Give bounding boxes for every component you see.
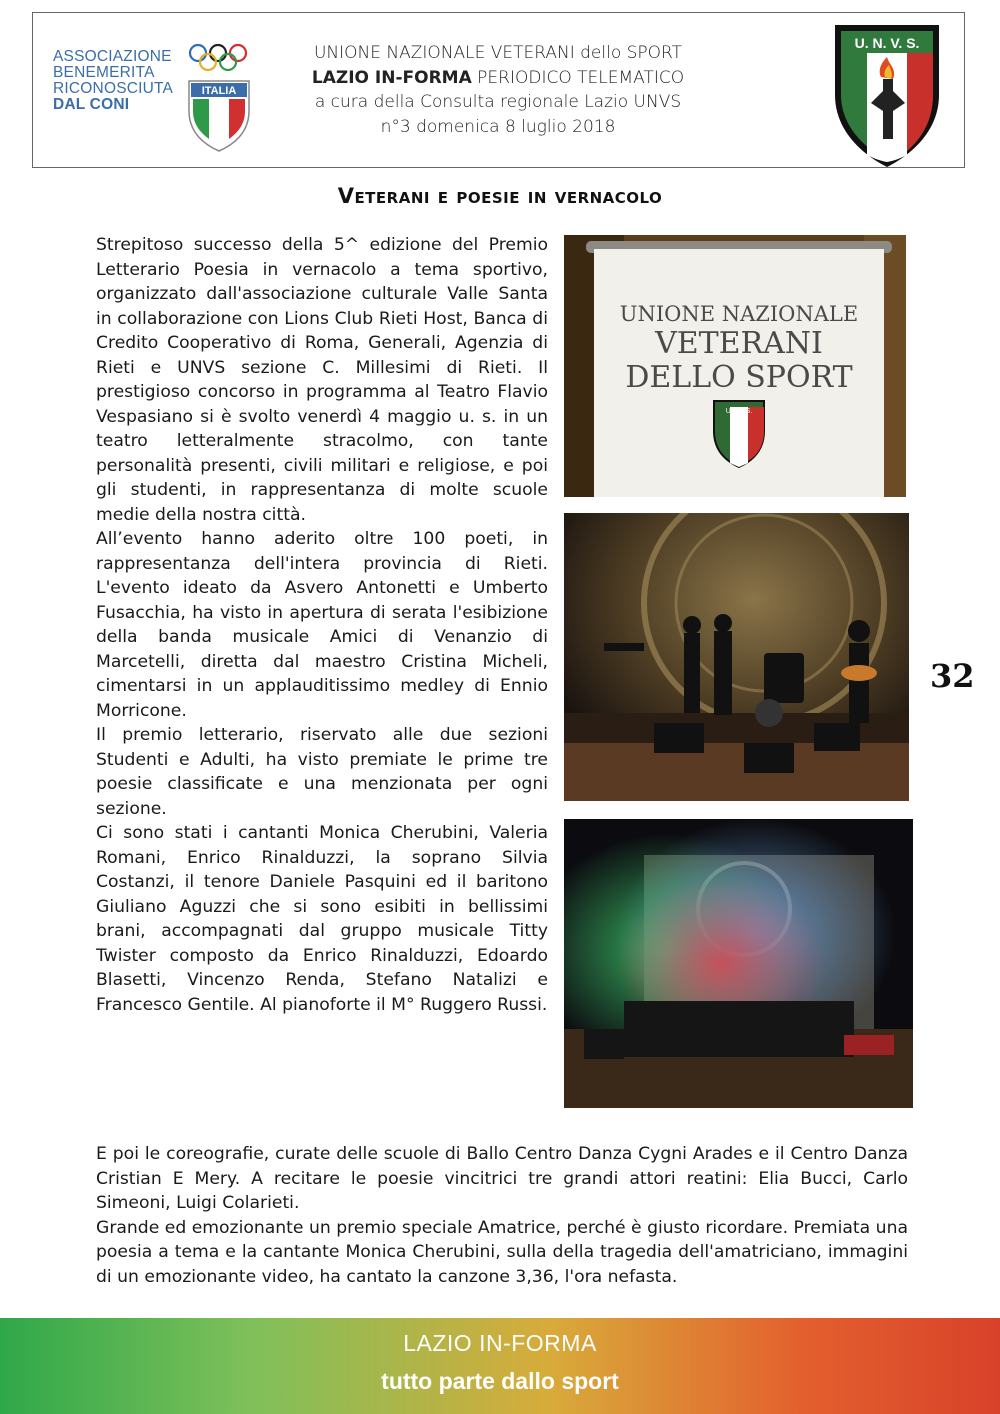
article-body-column: [96, 233, 548, 1017]
coni-logo-text: [53, 49, 173, 113]
issue-date: n°3 domenica 8 luglio 2018: [380, 116, 616, 137]
footer-title: LAZIO IN-FORMA: [403, 1330, 597, 1356]
svg-text:UNIONE NAZIONALE: UNIONE NAZIONALE: [619, 302, 859, 326]
paragraph-1: Strepitoso successo della 5^ edizione del Premio Letterario Poesia in vernacolo a tema sportivo, organizzato dall'associazione culturale Valle Santa in collaborazione con Lions Club Rieti Host, Banca di Credito Cooperativo di Roma, Generali, Agenzia di Rieti e UNVS sezione C. Millesimi di Rieti. Il prestigioso concorso in programma al Teatro Flavio Vespasiano si è svolto venerdì 4 maggio u. s. in un teatro letteralmente stracolmo, con tante personalità presenti, civili militari e religiose, e poi gli studenti, in rappresentanza di molte scuole medie della nostra città.: [96, 235, 548, 525]
coni-logo: [53, 43, 263, 153]
periodical-name: LAZIO IN-FORMA: [311, 67, 472, 88]
photo-band-on-stage: [564, 513, 909, 801]
svg-text:ITALIA: ITALIA: [201, 85, 237, 97]
svg-text:VETERANI: VETERANI: [655, 326, 823, 361]
paragraph-3: Il premio letterario, riservato alle due sezioni Studenti e Adulti, ha visto premiate le prime tre poesie classificate e una menzionata per ogni sezione.: [96, 725, 548, 819]
svg-text:DELLO SPORT: DELLO SPORT: [625, 360, 853, 395]
masthead-box: [32, 12, 965, 168]
olympic-rings-icon: [188, 43, 250, 73]
svg-text:U. N. V. S.: U. N. V. S.: [854, 35, 920, 51]
photo-marching-band: [564, 819, 913, 1108]
coni-line-4: DAL CONI: [53, 96, 130, 113]
paragraph-6: Grande ed emozionante un premio speciale Amatrice, perché è giusto ricordare. Premiata una poesia a tema e la cantante Monica Cherubini, sulla della tragedia dell'amatriciano, immagini di un emozionante video, ha cantato la canzone 3,36, l'ora nefasta.: [96, 1217, 908, 1287]
coni-line-2: BENEMERITA: [53, 64, 155, 81]
paragraph-4: Ci sono stati i cantanti Monica Cherubini, Valeria Romani, Enrico Rinalduzzi, la soprano Silvia Costanzi, il tenore Daniele Pasquini ed il baritono Giuliano Aguzzi che si sono esibiti in bellissimi brani, accompagnati dal gruppo musicale Titty Twister composto da Enrico Rinalduzzi, Edoardo Blasetti, Vincenzo Renda, Stefano Natalizi e Francesco Gentile. Al pianoforte il M° Ruggero Russi.: [96, 823, 548, 1015]
article-title: Veterani e poesie in vernacolo: [337, 184, 663, 208]
footer-slogan: tutto parte dallo sport: [381, 1368, 619, 1394]
paragraph-5: E poi le coreografie, curate delle scuole di Ballo Centro Danza Cygni Arades e il Centro Danza Cristian E Mery. A recitare le poesie vincitrici tre grandi attori reatini: Elia Bucci, Carlo Simeoni, Luigi Colarieti.: [96, 1144, 908, 1213]
masthead-line-2: [273, 66, 723, 91]
periodical-subtitle: PERIODICO TELEMATICO: [471, 67, 685, 88]
footer-banner: [0, 1318, 1000, 1414]
unvs-shield-logo: [831, 21, 943, 169]
photo-unvs-banner: [564, 235, 906, 497]
article-body-full-width: [96, 1142, 908, 1289]
coni-line-1: ASSOCIAZIONE: [53, 48, 172, 65]
page-number: 32: [930, 657, 975, 695]
masthead-text: [273, 41, 723, 139]
coni-line-3: RICONOSCIUTA: [53, 80, 174, 97]
masthead-line-3: a cura della Consulta regionale Lazio UNVS: [314, 92, 682, 112]
italia-shield-icon: [185, 77, 253, 153]
svg-text:U.N.V.S.: U.N.V.S.: [725, 408, 753, 415]
paragraph-2: All’evento hanno aderito oltre 100 poeti, in rappresentanza dell'intera provincia di Rieti. L'evento ideato da Asvero Antonetti e Umberto Fusacchia, ha visto in apertura di serata l'esibizione della banda musicale Amici di Venanzio di Marcetelli, diretta dal maestro Cristina Micheli, cimentarsi in un applauditissimo medley di Ennio Morricone.: [96, 529, 548, 721]
masthead-line-1: UNIONE NAZIONALE VETERANI dello SPORT: [313, 43, 683, 63]
